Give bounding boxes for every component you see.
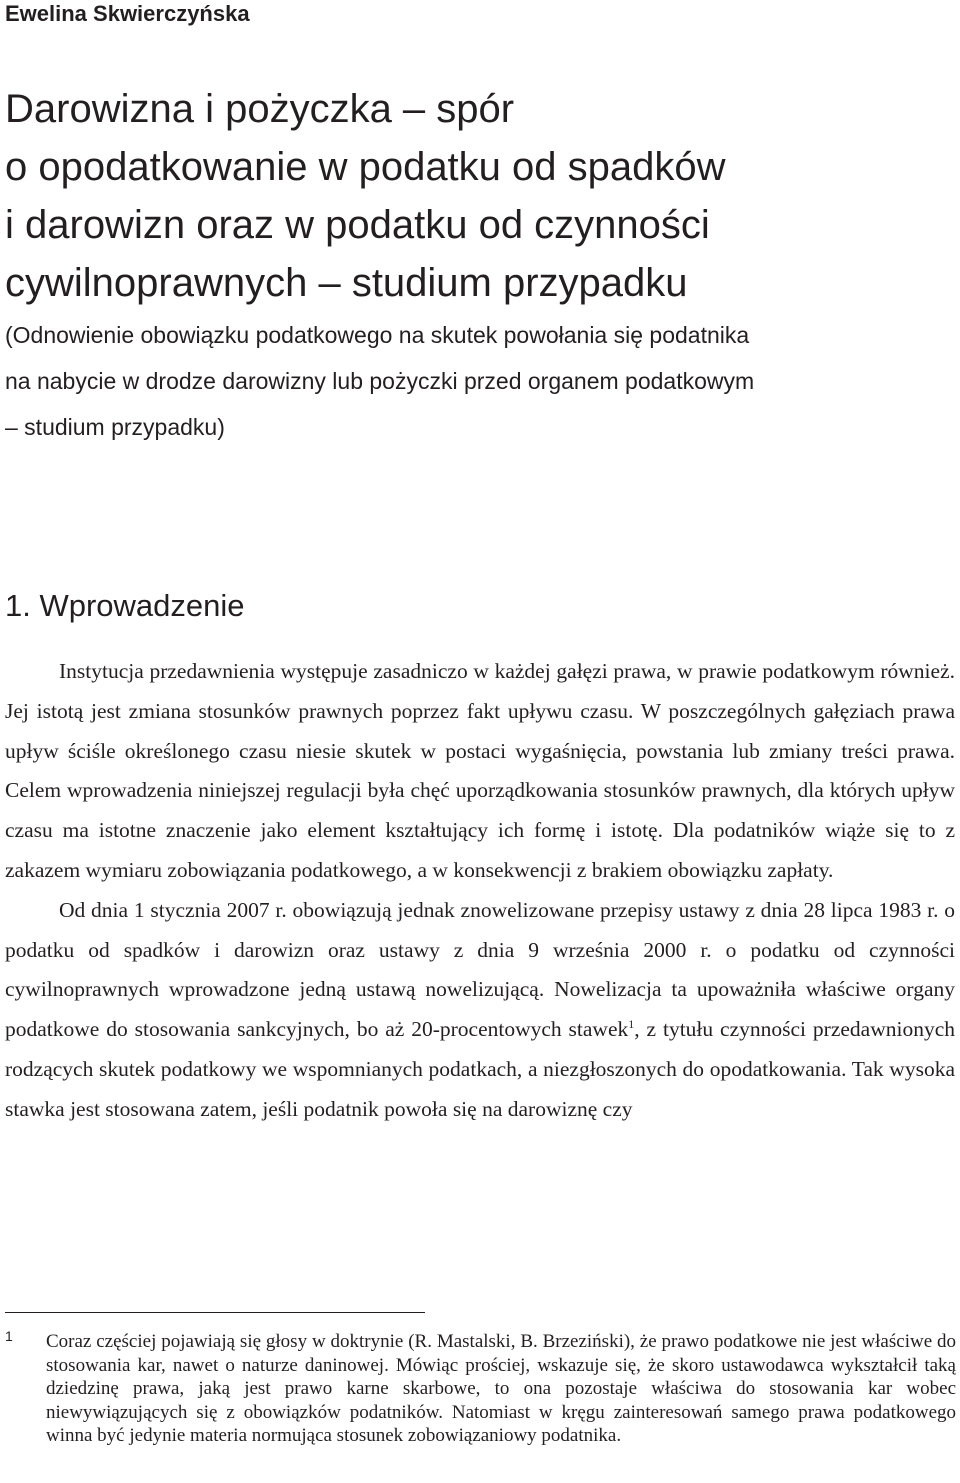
title-line: cywilnoprawnych – studium przypadku: [5, 261, 688, 305]
article-subtitle: [5, 312, 955, 450]
footnote-divider: [5, 1312, 425, 1313]
footnote-number: 1: [5, 1328, 13, 1344]
section-heading: 1. Wprowadzenie: [5, 588, 245, 623]
title-line: o opodatkowanie w podatku od spadków: [5, 145, 726, 189]
paragraph-text: , z tytułu czynności przedawnionych rodzących skutek podatkowy we wspomnianych podatkach, a niezgłoszonych do opodatkowania. Tak wysoka stawka jest stosowana zatem, jeśli podatnik powoła się na darowiznę czy: [5, 1017, 955, 1121]
subtitle-line: (Odnowienie obowiązku podatkowego na skutek powołania się podatnika: [5, 322, 750, 348]
article-title: [5, 80, 945, 312]
subtitle-line: – studium przypadku): [5, 414, 225, 440]
paragraph-text: Od dnia 1 stycznia 2007 r. obowiązują jednak znowelizowane przepisy ustawy z dnia 28 lipca 1983 r. o podatku od spadków i darowizn oraz ustawy z dnia 9 września 2000 r. o podatku od czynności cywilnoprawnych wprowadzone jedną ustawą nowelizującą. Nowelizacja ta upoważniła właściwe organy podatkowe do stosowania sankcyjnych, bo aż 20-procentowych stawek: [5, 897, 955, 1042]
body-text: [5, 652, 955, 1130]
footnote-reference[interactable]: 1: [628, 1017, 635, 1032]
title-line: Darowizna i pożyczka – spór: [5, 87, 515, 131]
paragraph: Instytucja przedawnienia występuje zasadniczo w każdej gałęzi prawa, w prawie podatkowym również. Jej istotą jest zmiana stosunków prawnych poprzez fakt upływu czasu. W poszczególnych gałęziach prawa upływ ściśle określonego czasu niesie skutek w postaci wygaśnięcia, powstania lub zmiany treści prawa. Celem wprowadzenia niniejszej regulacji była chęć uporządkowania stosunków prawnych, dla których upływ czasu ma istotne znaczenie jako element kształtujący ich formę i istotę. Dla podatników wiąże się to z zakazem wymiaru zobowiązania podatkowego, a w konsekwencji z brakiem obowiązku zapłaty.: [5, 659, 955, 882]
paragraph: [5, 891, 955, 1130]
author-name: Ewelina Skwierczyńska: [5, 1, 250, 26]
subtitle-line: na nabycie w drodze darowizny lub pożyczki przed organem podatkowym: [5, 368, 755, 394]
title-line: i darowizn oraz w podatku od czynności: [5, 203, 710, 247]
footnote-text: Coraz częściej pojawiają się głosy w doktrynie (R. Mastalski, B. Brzeziński), że prawo podatkowe nie jest właściwe do stosowania kar, nawet o naturze daninowej. Mówiąc prościej, wskazuje się, że skoro ustawodawca wykształcił taką dziedzinę prawa, jaką jest prawo karne skarbowe, to ona pozostaje właściwa do stosowania kar wobec niewywiązujących się z obowiązków podatników. Natomiast w kręgu zainteresowań samego prawa podatkowego winna być jedynie materia normująca stosunek zobowiązaniowy podatnika.: [46, 1331, 956, 1446]
